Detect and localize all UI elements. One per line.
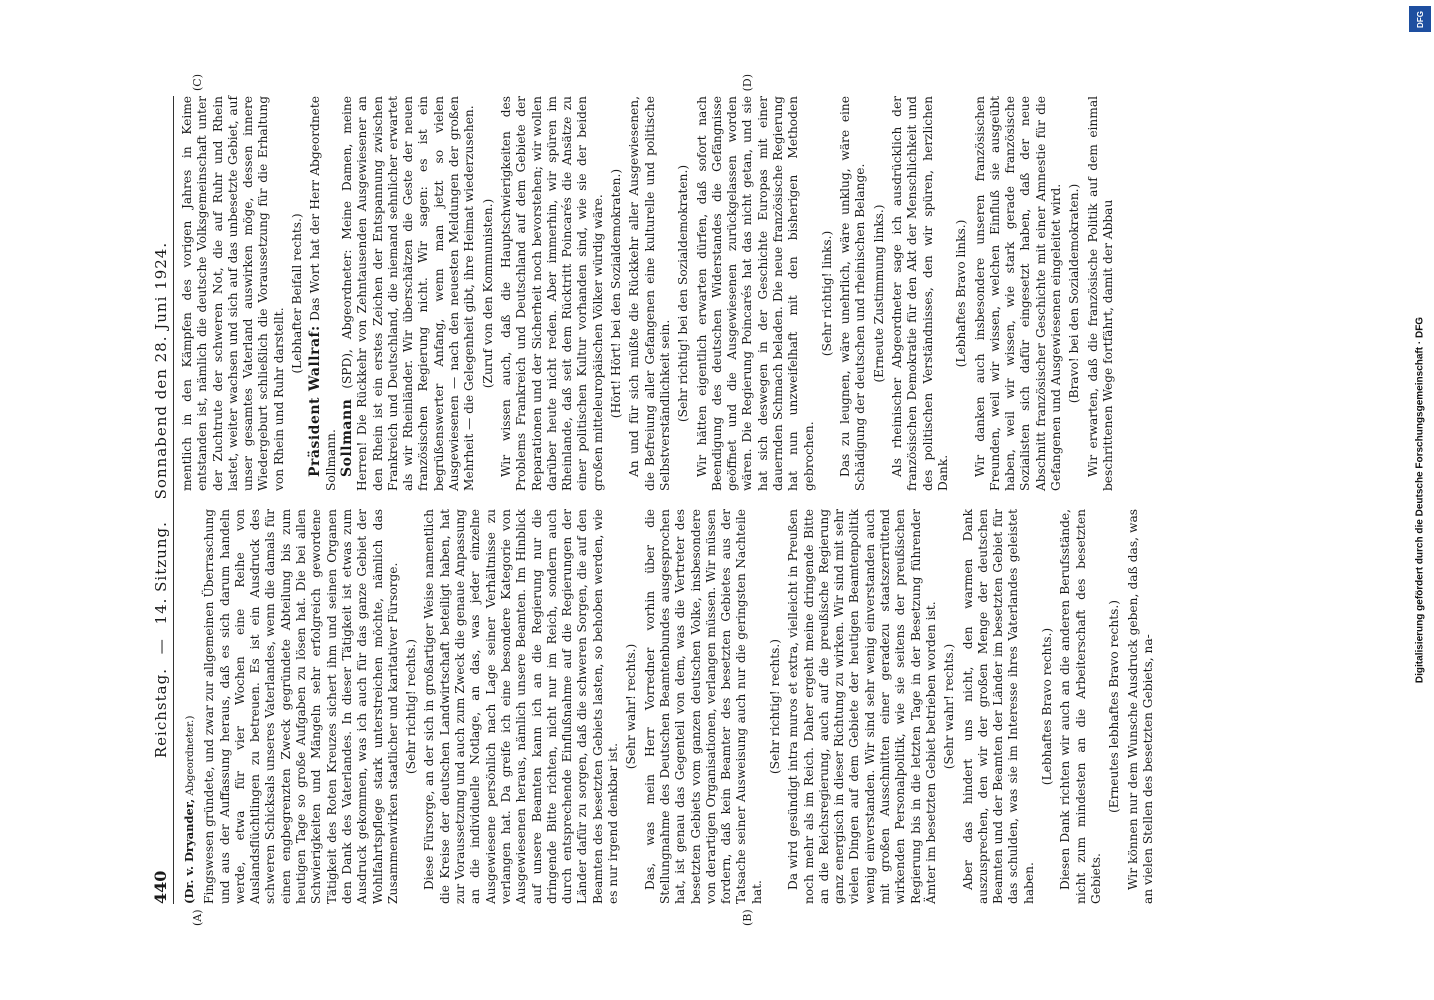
interjection: (Bravo! bei den Sozialdemokraten.) (1067, 183, 1082, 404)
paragraph: Da wird gesündigt intra muros et extra, vielleicht in Preußen noch mehr als im Reich. Daher ergeht meine dringende Bitte an die Reichsregierung, auch auf die preußische Regierung ganz energisch in dieser Richtung zu wirken. Wir sind mit sehr vielen Dingen auf dem Gebiete der heutigen Beamtenpolitik wenig einverstanden. Wir sind sehr wenig einverstanden auch mit großen Ausschnitten einer geradezu staatszerrüttend wirkenden Personalpolitik, wie sie seitens der preußischen Regierung bis in die letzten Tage in der Besetzung führender Ämter im besetzten Gebiet betrieben worden ist. (786, 509, 938, 904)
paragraph: Diese Fürsorge, an der sich in großartiger Weise namentlich die Kreise der deutschen Landwirtschaft beteiligt haben, hat zur Voraussetzung und auch zum Zweck die genaue Anpassung an die individuelle Notlage, an das, was jeder einzelne Ausgewiesene persönlich nach Lage seiner Verhältnisse zu verlangen hat. Da greife ich eine besondere Kategorie von Ausgewiesenen heraus, nämlich unsere Beamten. Im Hinblick auf unsere Beamten kann ich an die Regierung nur die dringende Bitte richten, nicht nur im Reich, sondern auch durch entsprechende Einflußnahme auf die Regierungen der Länder dafür zu sorgen, daß die schweren Sorgen, die auf den Beamten des besetzten Gebiets lasten, so behoben werden, wie es nur irgend denkbar ist. (422, 509, 621, 904)
interjection: (Erneute Zustimmung links.) (871, 204, 886, 383)
paragraph: An und für sich müßte die Rückkehr aller Ausgewiesenen, die Befreiung aller Gefangenen eine kulturelle und politische Selbstverständlichkeit sein. (627, 96, 672, 491)
margin-marker-a: (A) (191, 909, 204, 926)
speaker-line-end: ) (184, 715, 196, 720)
paragraph: Diesen Dank richten wir auch an die anderen Berufsstände, nicht zum mindesten an die Arbeiterschaft des besetzten Gebiets. (1058, 509, 1103, 904)
interjection: (Sehr wahr! rechts.) (624, 643, 639, 770)
interjection: (Erneutes lebhaftes Bravo rechts.) (1107, 599, 1122, 814)
document-page (127, 70, 1307, 930)
column-right (180, 74, 1260, 491)
page-header (149, 96, 174, 904)
speaker2-text: (SPD), Abgeordneter: Meine Damen, meine Herren! Die Rückkehr von Zehntausenden Ausgewiesener an den Rhein ist ein erstes Zeichen der Entspannung zwischen Frankreich und Deutschland, die niemand sehnlicher erwartet als wir Rheinländer. Wir überschätzen die Geste der neuen französischen Regierung nicht. Wir sagen: es ist ein begrüßenswerter Anfang, wenn man jetzt so vielen Ausgewiesenen — nach den neuesten Meldungen der großen Mehrheit — die Gelegenheit gibt, ihre Heimat wiederzusehen. (339, 96, 477, 491)
paragraph: Wir hätten eigentlich erwarten dürfen, daß sofort nach Beendigung des deutschen Widerstandes die Gefängnisse geöffnet und die Ausgewiesenen zurückgelassen worden wären. Die Regierung Poincarés hat das nicht getan, und sie hat sich deswegen in der Geschichte Europas mit einer dauernden Schmach beladen. Die neue französische Regierung hat nun unzweifelhaft mit den bisherigen Methoden gebrochen. (694, 96, 816, 491)
funding-notice: Digitalisierung gefördert durch die Deutsche Forschungsgemeinschaft · DFG (1414, 316, 1426, 684)
president-name: Präsident Wallraf: (307, 325, 324, 477)
president-text: Das Wort hat der Herr Abgeordnete Sollmann. (308, 95, 338, 491)
speaker-name: (Dr. v. Dryander, (182, 798, 196, 904)
president-paragraph (308, 96, 339, 491)
speaker-paragraph (340, 96, 478, 491)
margin-marker-c: (C) (191, 74, 204, 91)
dfg-logo-icon (1409, 6, 1431, 32)
margin-marker-d: (D) (741, 74, 754, 92)
margin-marker-b: (B) (741, 909, 754, 926)
interjection: (Sehr richtig! rechts.) (404, 638, 419, 775)
paragraph: Wir danken auch insbesondere unseren französischen Freunden, weil wir wissen, welchen Einfluß sie ausgeübt haben, weil wir wissen, wie stark gerade französische Sozialisten sich dafür eingesetzt haben, daß der neue Abschnitt französischer Geschichte mit einer Amnestie für die Gefangenen und Ausgewiesenen eingeleitet wird. (972, 96, 1064, 491)
paragraph: Das, was mein Herr Vorredner vorhin über die Stellungnahme des Deutschen Beamtenbundes ausgesprochen hat, ist genau das Gegenteil von dem, was die Vertreter des besetzten Gebiets vom ganzen deutschen Volke, insbesondere von derartigen Organisationen, verlangen müssen. Wir müssen fordern, daß kein Beamter des besetzten Gebietes aus der Tatsache seiner Ausweisung auch nur die geringsten Nachteile hat. (642, 509, 764, 904)
speaker2-name: Sollmann (338, 398, 355, 477)
interjection: (Zuruf von den Kommunisten.) (480, 198, 495, 389)
interjection: (Sehr richtig! bei den Sozialdemokraten.) (676, 164, 691, 423)
interjection: (Sehr wahr! rechts.) (942, 643, 957, 770)
header-left-title: Reichstag. (152, 668, 170, 759)
page-number: 440 (151, 870, 170, 904)
header-session: 14. Sitzung. (152, 521, 170, 625)
speaker-role: Abgeordneter. (184, 719, 196, 796)
paragraph: Fingswesen gründete, und zwar zur allgemeinen Überraschung und aus der Auffassung heraus, daß es sich darum handeln werde, etwa für vier Wochen eine Reihe von Auslandsflüchtlingen zu betreuen. Es ist ein Ausdruck des schweren Schicksals unseres Vaterlandes, wenn die damals für einen engbegrenzten Zweck gegründete Abteilung bis zum heutigen Tage so große Aufgaben zu lösen hat. Die bei allen Schwierigkeiten und Mängeln sehr erfolgreich gewordene Tätigkeit des Roten Kreuzes sichert ihm und seinen Organen den Dank des Vaterlandes. In dieser Tätigkeit ist etwas zum Ausdruck gekommen, was ich auch für das ganze Gebiet der Wohlfahrtspflege stark unterstreichen möchte, nämlich das Zusammenwirken staatlicher und karitativer Fürsorge. (202, 509, 400, 904)
funding-sidebar (1406, 0, 1434, 1000)
header-date: Sonnabend den 28. Juni 1924. (152, 241, 170, 500)
paragraph: Als rheinischer Abgeordneter sage ich ausdrücklich der französischen Demokratie für den Akt der Menschlichkeit und des politischen Verständnisses, den wir spüren, herzlichen Dank. (890, 96, 950, 491)
paragraph: Wir können nur dem Wunsche Ausdruck geben, daß das, was an vielen Stellen des besetzten Gebiets, na- (1125, 509, 1155, 904)
paragraph: Das zu leugnen, wäre unehrlich, wäre unklug, wäre eine Schädigung der deutschen und rheinischen Belange. (838, 96, 868, 491)
paragraph: Wir wissen auch, daß die Hauptschwierigkeiten des Problems Frankreich und Deutschland auf dem Gebiete der Reparationen und der Sicherheit noch bevorstehen; wir wollen darüber heute nicht reden. Aber immerhin, wir spüren im Rheinlande, daß seit dem Rücktritt Poincarés die Ansätze zu einer politischen Kultur vorhanden sind, wie sie der beiden großen mitteleuropäischen Völker würdig wäre. (498, 96, 605, 491)
paragraph: Wir erwarten, daß die französische Politik auf dem einmal beschrittenen Wege fortfährt, damit der Abbau (1085, 96, 1115, 491)
interjection: (Sehr richtig! links.) (819, 230, 834, 357)
text-columns (180, 74, 1260, 926)
interjection: (Lebhaftes Bravo links.) (954, 219, 969, 368)
interjection: (Lebhaftes Bravo rechts.) (1040, 627, 1055, 786)
paragraph: Aber das hindert uns nicht, den warmen Dank auszusprechen, den wir der großen Menge der deutschen Beamten und der Beamten der Länder im besetzten Gebiet für das schulden, was sie im Interesse ihres Vaterlandes geleistet haben. (960, 509, 1036, 904)
interjection: (Sehr richtig! rechts.) (767, 638, 782, 775)
interjection: (Hört! Hört! bei den Sozialdemokraten.) (609, 168, 624, 419)
column-left (180, 509, 1260, 926)
interjection: (Lebhafter Beifall rechts.) (290, 213, 305, 374)
header-center: Reichstag. — 14. Sitzung. Sonnabend den 28. Juni 1924. (152, 241, 170, 759)
dfg-logo-text: DFG (1415, 10, 1425, 28)
speaker-line (182, 509, 198, 904)
paragraph: mentlich in den Kämpfen des vorigen Jahres in Keime entstanden ist, nämlich die deutsche Volksgemeinschaft unter der Zuchtrute der schweren Not, die auf Ruhr und Rhein lastet, weiter wachsen und sich auf das unbesetzte Gebiet, auf unser gesamtes Vaterland auswirken möge, dessen innere Wiedergeburt schließlich die Voraussetzung für die Erhaltung von Rhein und Ruhr darstellt. (180, 96, 286, 491)
